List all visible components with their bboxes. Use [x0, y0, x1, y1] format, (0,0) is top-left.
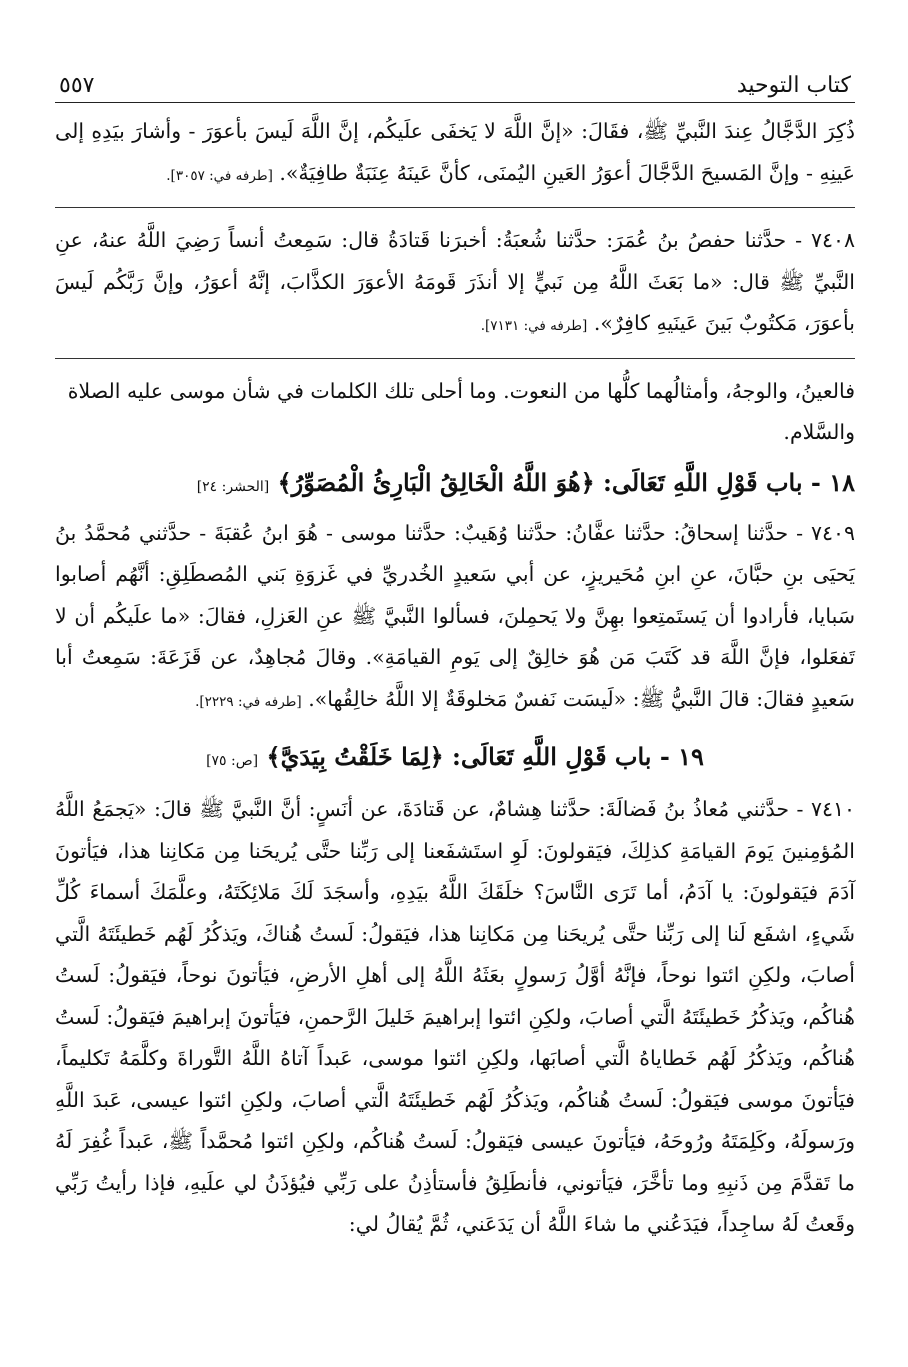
hadith-7408 [55, 220, 855, 348]
hadith-continuation-ref: [طرفه في: ٣٠٥٧]. [166, 167, 273, 184]
hadith-7410-text: ٧٤١٠ - حدَّثني مُعاذُ بنُ فَضالَةَ: حدَّثنا هِشامٌ، عن قَتادَةَ، عن أنَسٍ: أنَّ النَّبيَّ ﷺ قالَ: «يَجمَعُ اللَّهُ المُؤمِنينَ يَومَ القيامَةِ كذلِكَ، فيَقولونَ: لَوِ استَشفَعنا إلى رَبِّنا حتَّى يُريحَنا مِن مَكانِنا هذا، فيَأتونَ آدَمَ فيَقولونَ: يا آدَمُ، أما تَرَى النَّاسَ؟ خلَقَكَ اللَّهُ بيَدِهِ، وأسجَدَ لَكَ مَلائِكَتَهُ، وعلَّمَكَ أسماءَ كُلِّ شَيءٍ، اشفَع لَنا إلى رَبِّنا حتَّى يُريحَنا مِن مَكانِنا هذا، فيَقولُ: لَستُ هُناكَ، ويَذكُرُ لَهُم خَطيئَتَهُ الَّتي أصابَ، ولكِنِ ائتوا نوحاً، فإنَّهُ أوَّلُ رَسولٍ بعَثَهُ اللَّهُ إلى أهلِ الأرضِ، فيَأتونَ نوحاً، فيَقولُ: لَستُ هُناكُم، ويَذكُرُ خَطيئَتَهُ الَّتي أصابَ، ولكِنِ ائتوا إبراهيمَ خَليلَ الرَّحمنِ، فيَأتونَ إبراهيمَ فيَقولُ: لَستُ هُناكُم، ويَذكُرُ لَهُم خَطاياهُ الَّتي أصابَها، ولكِنِ ائتوا موسى، عَبداً آتاهُ اللَّهُ التَّوراةَ وكلَّمَهُ تَكليماً، فيَأتونَ موسى فيَقولُ: لَستُ هُناكُم، ويَذكُرُ لَهُم خَطيئَتَهُ الَّتي أصابَ، ولكِنِ ائتوا عيسى، عَبدَ اللَّهِ ورَسولَهُ، وكَلِمَتَهُ ورُوحَهُ، فيَأتونَ عيسى فيَقولُ: لَستُ هُناكُم، ولكِنِ ائتوا مُحمَّداً ﷺ، عَبداً غُفِرَ لَهُ ما تَقدَّمَ مِن ذَنبِهِ وما تأخَّرَ، فيَأتوني، فأنطَلِقُ فأستأذِنُ على رَبِّي فيُؤذَنُ لي علَيهِ، فإذا رأيتُ رَبِّي وقَعتُ لَهُ ساجِداً، فيَدَعُني ما شاءَ اللَّهُ أن يَدَعَني، ثُمَّ يُقالُ لي: [55, 797, 855, 1236]
chapter-18-title: ١٨ - باب قَوْلِ اللَّهِ تَعَالَى: ﴿هُوَ اللَّهُ الْخَالِقُ الْبَارِئُ الْمُصَوِّرُ﴾ [277, 467, 855, 497]
book-page [55, 58, 855, 1348]
hadith-7410 [55, 789, 855, 1246]
hadith-7408-text: ٧٤٠٨ - حدَّثنا حفصُ بنُ عُمَرَ: حدَّثنا شُعبَةُ: أخبرَنا قَتادَةُ قال: سَمِعتُ أنساً رَضِيَ اللَّهُ عنهُ، عنِ النَّبيِّ ﷺ قال: «ما بَعَثَ اللَّهُ مِن نَبيٍّ إلا أنذَرَ قَومَهُ الأعوَرَ الكذَّابَ، إنَّهُ أعوَرُ، وإنَّ رَبَّكُم لَيسَ بأعوَرَ، مَكتُوبٌ بَينَ عَينَيهِ كافِرٌ». [55, 228, 855, 335]
page-header [55, 58, 855, 103]
chapter-18-ref: [الحشر: ٢٤] [196, 478, 270, 495]
hadith-continuation [55, 111, 855, 197]
page-number: ٥٥٧ [59, 73, 95, 98]
hadith-continuation-text: ذُكِرَ الدَّجَّالُ عِندَ النَّبيِّ ﷺ، فقَالَ: «إنَّ اللَّهَ لا يَخفَى علَيكُم، إنَّ اللَّهَ لَيسَ بأعوَرَ - وأشارَ بيَدِهِ إلى عَينِهِ - وإنَّ المَسيحَ الدَّجَّالَ أعوَرُ العَينِ اليُمنَى، كأنَّ عَينَهُ عِنَبَةٌ طافِيَةٌ». [55, 119, 855, 185]
chapter-19-ref: [ص: ٧٥] [206, 753, 259, 769]
hadith-7409-text: ٧٤٠٩ - حدَّثنا إسحاقُ: حدَّثنا عفَّانُ: حدَّثنا وُهَيبٌ: حدَّثنا موسى - هُوَ ابنُ عُقبَةَ - حدَّثني مُحمَّدُ بنُ يَحيَى بنِ حبَّانَ، عنِ ابنِ مُحَيريزٍ، عن أبي سَعيدٍ الخُدريِّ في غَزوَةِ بَني المُصطَلِقِ: أنَّهُم أصابوا سَبايا، فأرادوا أن يَستَمتِعوا بهِنَّ ولا يَحمِلنَ، فسألوا النَّبيَّ ﷺ عنِ العَزلِ، فقالَ: «ما علَيكُم أن لا تَفعَلوا، فإنَّ اللَّهَ قد كَتَبَ مَن هُوَ خالِقٌ إلى يَومِ القيامَةِ». وقالَ مُجاهِدٌ، عن قَزَعَةَ: سَمِعتُ أبا سَعيدٍ فقالَ: قالَ النَّبيُّ ﷺ: «لَيسَت نَفسٌ مَخلوقَةٌ إلا اللَّهُ خالِقُها». [55, 520, 855, 711]
separator-line [55, 207, 855, 208]
chapter-19-heading [55, 733, 855, 785]
page-title: كتاب التوحيد [736, 73, 851, 98]
hadith-7409-ref: [طرفه في: ٢٢٢٩]. [195, 693, 302, 710]
commentary-note: فالعينُ، والوجهُ، وأمثالُهما كلُّها من النعوت. وما أحلى تلك الكلمات في شأن موسى عليه الصلاة والسَّلام. [67, 378, 855, 444]
hadith-7408-ref: [طرفه في: ٧١٣١]. [480, 318, 588, 334]
separator-line [55, 358, 855, 359]
chapter-18-heading [55, 459, 855, 511]
hadith-7409 [55, 513, 855, 724]
chapter-19-title: ١٩ - باب قَوْلِ اللَّهِ تَعَالَى: ﴿لِمَا خَلَقْتُ بِيَدَيَّ﴾ [266, 742, 704, 771]
